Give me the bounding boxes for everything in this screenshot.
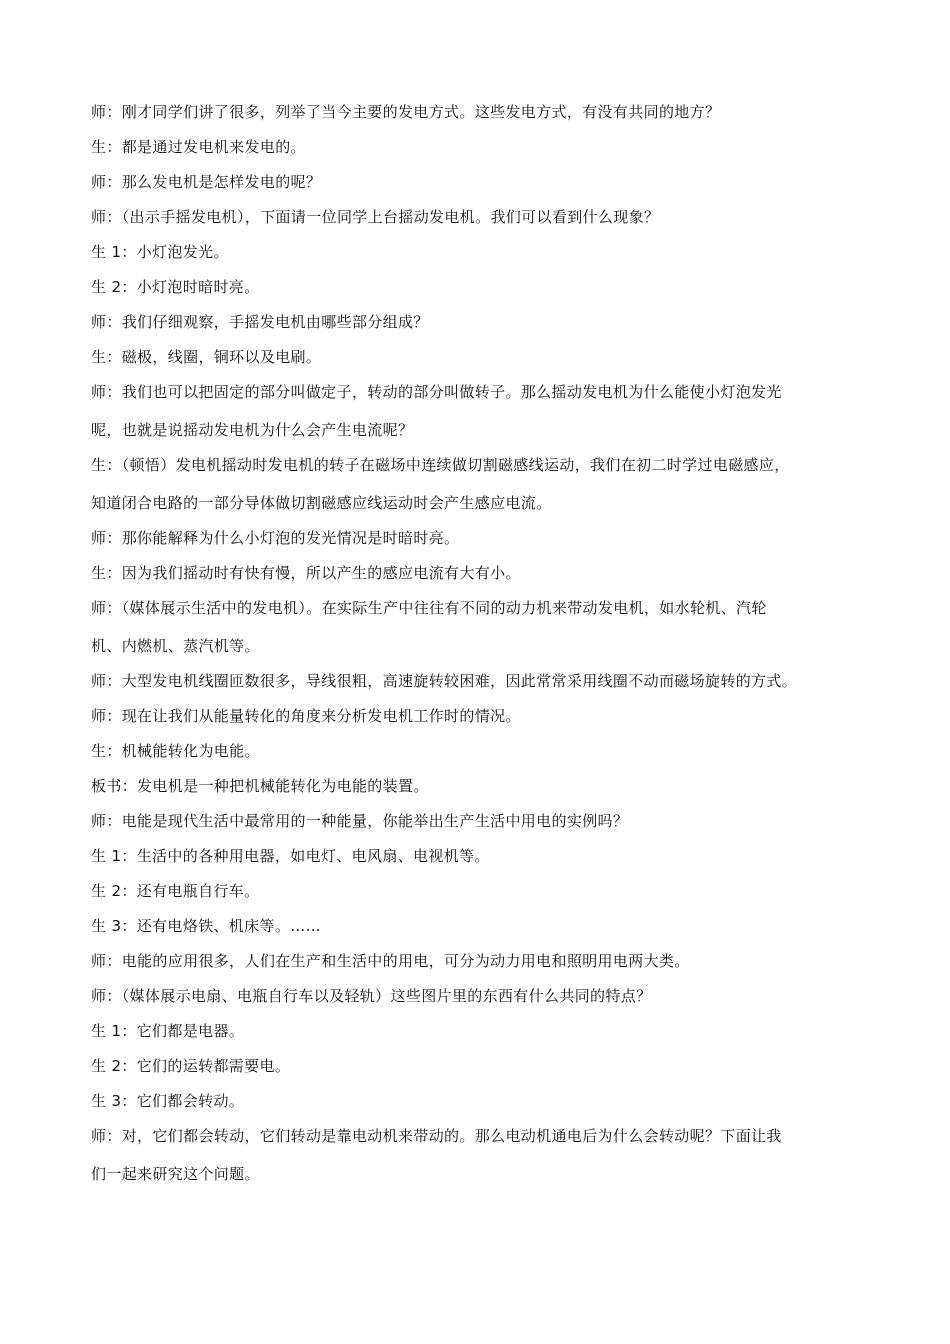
text-line: 生 1：生活中的各种用电器，如电灯、电风扇、电视机等。 — [91, 847, 490, 865]
text-line: 师：刚才同学们讲了很多，列举了当今主要的发电方式。这些发电方式，有没有共同的地方？ — [91, 103, 721, 121]
text-line: 师：大型发电机线圈匝数很多，导线很粗，高速旋转较困难，因此常常采用线圈不动而磁场旋转的方式。 — [91, 672, 798, 690]
text-line: 生 1：它们都是电器。 — [91, 1022, 245, 1040]
lesson-transcript — [91, 101, 861, 1198]
text-line: 师：（媒体展示生活中的发电机）。在实际生产中往往有不同的动力机来带动发电机，如水轮机、汽轮 — [91, 599, 767, 617]
text-line: 师：对，它们都会转动，它们转动是靠电动机来带动的。那么电动机通电后为什么会转动呢？下面让我 — [91, 1127, 782, 1145]
text-line: 生：因为我们摇动时有快有慢，所以产生的感应电流有大有小。 — [91, 564, 521, 582]
text-line: 生 2：还有电瓶自行车。 — [91, 882, 260, 900]
text-line: 生 2：小灯泡时暗时亮。 — [91, 278, 260, 296]
text-line: 板书：发电机是一种把机械能转化为电能的装置。 — [91, 777, 429, 795]
text-line: 师：那么发电机是怎样发电的呢？ — [91, 173, 322, 191]
text-line: 师：电能是现代生活中最常用的一种能量，你能举出生产生活中用电的实例吗？ — [91, 812, 629, 830]
text-line-continuation: 知道闭合电路的一部分导体做切割磁感应线运动时会产生感应电流。 — [91, 494, 552, 512]
text-line: 师：现在让我们从能量转化的角度来分析发电机工作时的情况。 — [91, 707, 521, 725]
text-line: 生：机械能转化为电能。 — [91, 742, 260, 760]
text-line: 生 2：它们的运转都需要电。 — [91, 1057, 291, 1075]
text-line: 师：电能的应用很多，人们在生产和生活中的用电，可分为动力用电和照明用电两大类。 — [91, 952, 690, 970]
text-line-continuation: 们一起来研究这个问题。 — [91, 1165, 260, 1183]
text-line: 师：我们也可以把固定的部分叫做定子，转动的部分叫做转子。那么摇动发电机为什么能使小灯泡发光 — [91, 383, 782, 401]
text-line-continuation: 机、内燃机、蒸汽机等。 — [91, 637, 260, 655]
text-line: 生 1：小灯泡发光。 — [91, 243, 229, 261]
text-line: 师：我们仔细观察，手摇发电机由哪些部分组成？ — [91, 313, 429, 331]
text-line: 生：（顿悟）发电机摇动时发电机的转子在磁场中连续做切割磁感线运动，我们在初二时学过电磁感应， — [91, 456, 790, 474]
text-line: 师：（出示手摇发电机），下面请一位同学上台摇动发电机。我们可以看到什么现象？ — [91, 208, 660, 226]
text-line: 生 3：还有电烙铁、机床等。…… — [91, 917, 321, 935]
text-line: 师：那你能解释为什么小灯泡的发光情况是时暗时亮。 — [91, 529, 460, 547]
text-line: 生：磁极，线圈，铜环以及电刷。 — [91, 348, 322, 366]
text-line: 生：都是通过发电机来发电的。 — [91, 138, 306, 156]
text-line: 生 3：它们都会转动。 — [91, 1092, 245, 1110]
text-line: 师：（媒体展示电扇、电瓶自行车以及轻轨）这些图片里的东西有什么共同的特点？ — [91, 987, 652, 1005]
text-line-continuation: 呢，也就是说摇动发电机为什么会产生电流呢？ — [91, 421, 414, 439]
